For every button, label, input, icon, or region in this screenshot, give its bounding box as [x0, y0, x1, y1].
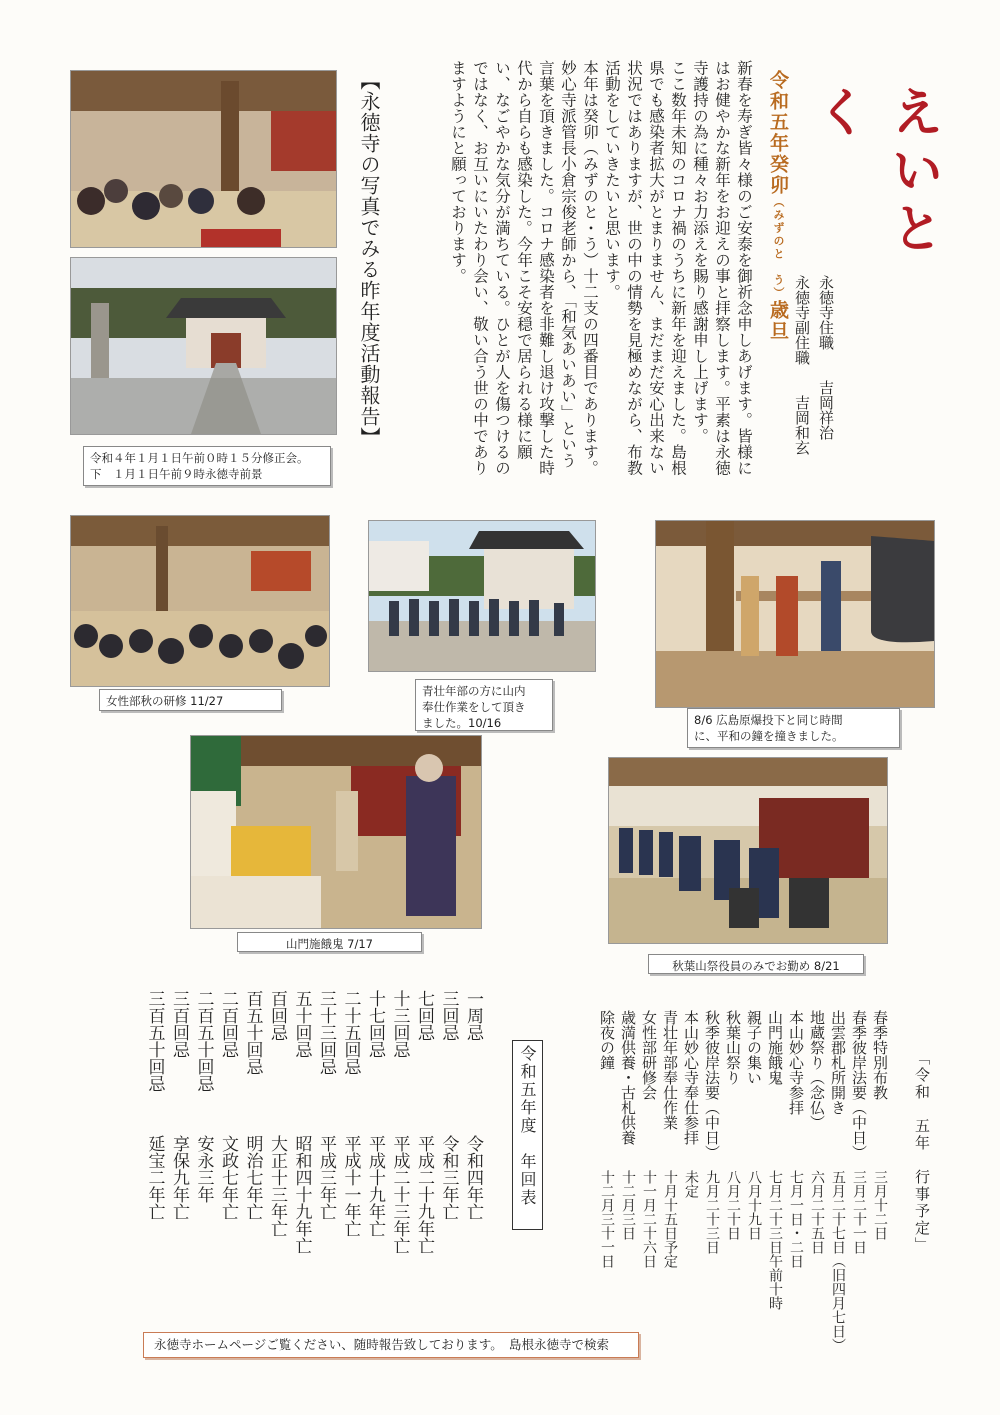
footer-homepage-notice: 永徳寺ホームページご覧ください、随時報告致しております。 島根永徳寺で検索: [143, 1332, 639, 1358]
schedule-event: 歳満供養・古札供養: [619, 1010, 637, 1145]
authors: [790, 275, 838, 465]
photo-newyear-service: [70, 70, 337, 248]
greeting-title-reading: （みずのと う）: [772, 196, 785, 300]
schedule-date: 七月一日・二日: [788, 1170, 804, 1268]
caption-segaki: 山門施餓鬼 7/17: [237, 932, 422, 952]
schedule-date: 十一月二十六日: [641, 1170, 657, 1268]
photo-akiba-festival: [608, 757, 888, 944]
schedule-date: 七月二十三日午前十時: [767, 1170, 783, 1310]
schedule-date: 三月十二日: [872, 1170, 888, 1240]
memorial-name: 百回忌: [267, 990, 287, 1041]
schedule-event: 出雲郡札所開き: [829, 1010, 847, 1115]
memorial-name: 一周忌: [463, 990, 483, 1041]
activity-report-title: 【永徳寺の写真でみる昨年度活動報告】: [357, 70, 381, 448]
caption-women-study: 女性部秋の研修 11/27: [99, 689, 282, 711]
caption-peace-bell: 8/6 広島原爆投下と同じ時間 に、平和の鐘を撞きました。: [687, 708, 900, 748]
caption-newyear: 令和４年１月１日午前０時１５分修正会。 下 １月１日午前９時永徳寺前景: [83, 446, 331, 486]
memorial-year: 延宝二年亡: [144, 1135, 165, 1220]
schedule-event: 女性部研修会: [640, 1010, 658, 1100]
greeting-paragraph: 本年は癸卯（みずのと・う）十二支の四番目であります。妙心寺派管長小倉宗俊老師から、「和気あいあい」という言葉を頂きました。コロナ感染者を非難し退け攻撃した時代から自らも感染した。今年こそ安穏で居られる様に願い、なごやかな気分が満ちている。ひとが人を傷つけるのではなく、お互いにいたわり会い、敬い合う世の中でありますようにと願っております。: [449, 60, 599, 476]
greeting-title-tail: 歳旦: [767, 300, 789, 342]
memorial-year: 平成二十三年亡: [389, 1135, 410, 1254]
memorial-year: 明治七年亡: [242, 1135, 263, 1220]
schedule-event: 本山妙心寺奉仕参拝: [682, 1010, 700, 1145]
memorial-year: 令和四年亡: [463, 1135, 483, 1220]
schedule-event: 秋季彼岸法要（中日）: [703, 1010, 721, 1160]
author-chief-priest: 永徳寺住職 吉岡祥治: [817, 275, 835, 440]
memorial-name: 二十五回忌: [340, 990, 361, 1075]
schedule-event: 山門施餓鬼: [766, 1010, 784, 1085]
newsletter-title: えいとく: [807, 85, 942, 259]
memorial-name: 三百回忌: [169, 990, 189, 1058]
photo-youth-volunteer: [368, 520, 596, 672]
memorial-year: 平成二十九年亡: [414, 1135, 434, 1254]
schedule-event: 地蔵祭り（念仏）: [808, 1010, 826, 1130]
memorial-year: 平成十一年亡: [340, 1135, 361, 1237]
schedule-date: 六月二十五日: [809, 1170, 825, 1254]
schedule-event: 秋葉山祭り: [724, 1010, 742, 1085]
memorial-names: [115, 990, 485, 1110]
photo-women-study: [70, 515, 330, 687]
schedule-event: 本山妙心寺参拝: [787, 1010, 805, 1115]
memorial-table-title: 令和五年度 年回表: [512, 1040, 543, 1230]
schedule-date: 未定: [683, 1170, 699, 1198]
memorial-year: 享保九年亡: [169, 1135, 189, 1220]
memorial-year: 平成十九年亡: [365, 1135, 385, 1237]
memorial-name: 七回忌: [414, 990, 434, 1041]
memorial-year: 大正十三年亡: [267, 1135, 287, 1237]
memorial-name: 十三回忌: [389, 990, 410, 1058]
memorial-name: 二百五十回忌: [193, 990, 214, 1092]
memorial-name: 二百回忌: [218, 990, 238, 1058]
greeting-body: [425, 60, 755, 480]
schedule-event: 春季特別布教: [871, 1010, 889, 1100]
greeting-title: [765, 70, 792, 360]
schedule-date: 五月二十七日（旧四月七日）: [830, 1170, 846, 1352]
schedule-date: 十二月三十一日: [599, 1170, 615, 1268]
caption-akiba: 秋葉山祭役員のみでお勤め 8/21: [648, 954, 864, 974]
memorial-name: 三回忌: [438, 990, 459, 1041]
memorial-name: 三百五十回忌: [144, 990, 165, 1092]
schedule-event: 親子の集い: [745, 1010, 763, 1085]
memorial-name: 百五十回忌: [242, 990, 263, 1075]
greeting-paragraph: 新春を寿ぎ皆々様のご安泰を御祈念申しあげます。皆様にはお健やかな新年をお迎えの事と拝察します。平素は永徳寺護持の為に種々お力添えを賜り感謝申し上げます。: [691, 60, 753, 476]
photo-peace-bell: [655, 520, 935, 708]
memorial-name: 三十三回忌: [316, 990, 336, 1075]
memorial-years: [115, 1135, 485, 1295]
schedule-date: 十月十五日予定: [662, 1170, 678, 1268]
memorial-year: 文政七年亡: [218, 1135, 238, 1220]
schedule-title: 「令和 五年 行事予定」: [913, 1050, 931, 1254]
memorial-name: 五十回忌: [291, 990, 312, 1058]
schedule-date: 八月十九日: [746, 1170, 762, 1240]
photo-segaki-ceremony: [190, 735, 482, 929]
memorial-year: 令和三年亡: [438, 1135, 459, 1220]
caption-youth-volunteer: 青壮年部の方に山内 奉仕作業をして頂き ました。10/16: [415, 679, 553, 731]
schedule-date: 十二月三日: [620, 1170, 636, 1240]
photo-temple-front: [70, 257, 337, 435]
schedule-events: [590, 1010, 890, 1190]
schedule-date: 九月二十三日: [704, 1170, 720, 1254]
schedule-event: 除夜の鐘: [598, 1010, 616, 1070]
schedule-date: 八月二十日: [725, 1170, 741, 1240]
memorial-year: 平成三年亡: [316, 1135, 336, 1220]
greeting-title-main: 令和五年癸卯: [767, 70, 789, 196]
memorial-year: 昭和四十九年亡: [291, 1135, 312, 1254]
memorial-year: 安永三年: [193, 1135, 214, 1203]
memorial-name: 十七回忌: [365, 990, 385, 1058]
schedule-event: 青壮年部奉仕作業: [661, 1010, 679, 1130]
schedule-event: 春季彼岸法要（中日）: [850, 1010, 868, 1160]
author-vice-priest: 永徳寺副住職 吉岡和玄: [793, 275, 811, 455]
greeting-paragraph: ここ数年未知のコロナ禍のうちに新年を迎えました。島根県でも感染者拡大がとまりません、まだまだ安心出来ない状況ではありますが、世の中の情勢を見極めながら、布教活動をしていきたいと思います。: [603, 60, 687, 476]
schedule-date: 三月二十一日: [851, 1170, 867, 1254]
